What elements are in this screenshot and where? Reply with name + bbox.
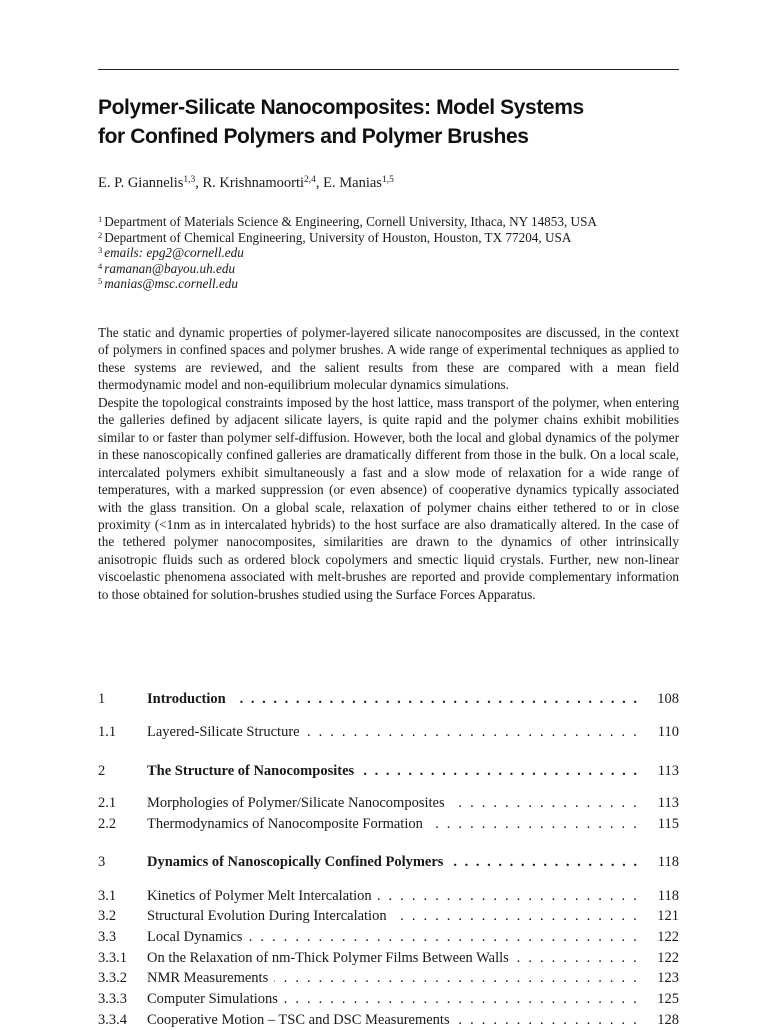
toc-section-title <box>147 761 639 781</box>
toc-section-title <box>147 927 639 947</box>
email-item <box>98 245 679 261</box>
toc-section-number: 2 <box>98 763 106 779</box>
toc-entry[interactable] <box>98 989 679 1009</box>
top-rule <box>98 69 679 70</box>
toc-title-label: NMR Measurements <box>147 970 274 986</box>
author-name: E. P. Giannelis <box>98 175 184 191</box>
toc-section-number: 3 <box>98 854 106 870</box>
paper-title <box>98 93 679 151</box>
toc-entry[interactable] <box>98 793 679 813</box>
toc-section-title <box>147 793 639 813</box>
toc-page-number: 125 <box>657 991 679 1007</box>
toc-entry[interactable] <box>98 761 679 781</box>
toc-section-number: 3.3.1 <box>98 950 127 966</box>
email-text: emails: epg2@cornell.edu <box>104 245 244 260</box>
toc-section-number: 2.2 <box>98 816 117 832</box>
toc-page-number: 121 <box>657 908 679 924</box>
toc-title-label: Structural Evolution During Intercalation <box>147 908 393 924</box>
toc-section-number: 3.1 <box>98 888 117 904</box>
toc-section-title <box>147 906 639 926</box>
author-list <box>98 175 394 192</box>
author-name: R. Krishnamoorti <box>202 175 305 191</box>
toc-section-title <box>147 852 639 872</box>
toc-page-number: 128 <box>657 1012 679 1028</box>
toc-title-label: Kinetics of Polymer Melt Intercalation <box>147 888 378 904</box>
title-line-2: for Confined Polymers and Polymer Brushes <box>98 125 529 148</box>
author-affil-mark: 1,5 <box>381 175 394 185</box>
toc-entry[interactable] <box>98 906 679 926</box>
toc-section-title <box>147 722 639 742</box>
abstract <box>98 324 679 603</box>
toc-page-number: 113 <box>657 763 679 779</box>
affiliation-mark: 3 <box>98 245 103 255</box>
toc-section-number: 1 <box>98 691 106 707</box>
toc-section-number: 3.3.2 <box>98 970 127 986</box>
toc-title-label: The Structure of Nanocomposites <box>147 763 360 779</box>
author-separator: , <box>315 175 324 191</box>
toc-section-title <box>147 814 639 834</box>
toc-title-label: Computer Simulations <box>147 991 284 1007</box>
author-affil-mark: 2,4 <box>304 175 316 185</box>
toc-title-label: Layered-Silicate Structure <box>147 724 306 740</box>
affiliation-list <box>98 214 679 292</box>
toc-section-title <box>147 948 639 968</box>
toc-section-title <box>147 886 639 906</box>
toc-entry[interactable] <box>98 852 679 872</box>
toc-section-number: 3.3.3 <box>98 991 127 1007</box>
email-item <box>98 276 679 292</box>
toc-page-number: 122 <box>657 950 679 966</box>
toc-entry[interactable] <box>98 968 679 988</box>
toc-title-label: On the Relaxation of nm-Thick Polymer Films Between Walls <box>147 950 515 966</box>
toc-section-title <box>147 1010 639 1030</box>
affiliation-item <box>98 214 679 230</box>
email-item <box>98 261 679 277</box>
toc-entry[interactable] <box>98 722 679 742</box>
affiliation-item <box>98 230 679 246</box>
email-text: manias@msc.cornell.edu <box>104 276 238 291</box>
toc-title-label: Local Dynamics <box>147 929 248 945</box>
toc-page-number: 118 <box>657 854 679 870</box>
toc-section-number: 2.1 <box>98 795 117 811</box>
toc-entry[interactable] <box>98 886 679 906</box>
toc-entry[interactable] <box>98 948 679 968</box>
toc-page-number: 123 <box>657 970 679 986</box>
toc-entry[interactable] <box>98 1010 679 1030</box>
affiliation-mark: 5 <box>98 276 103 286</box>
affiliation-mark: 1 <box>98 214 103 224</box>
toc-page-number: 113 <box>657 795 679 811</box>
toc-section-number: 1.1 <box>98 724 117 740</box>
toc-entry[interactable] <box>98 814 679 834</box>
author-separator: , <box>195 175 203 191</box>
author-name: E. Manias <box>323 175 382 191</box>
toc-title-label: Dynamics of Nanoscopically Confined Polymers <box>147 854 449 870</box>
toc-entry[interactable] <box>98 689 679 709</box>
toc-section-number: 3.2 <box>98 908 117 924</box>
toc-title-label: Introduction <box>147 691 232 707</box>
abstract-paragraph: The static and dynamic properties of polymer-layered silicate nanocomposites are discussed, in the context of polymers in confined spaces and polymer brushes. A wide range of experimental techniques as applied to these systems are reviewed, and the salient results from these are compared with a mean field thermodynamic model and non-equilibrium molecular dynamics simulations. <box>98 325 679 393</box>
affiliation-mark: 4 <box>98 260 103 271</box>
toc-section-title <box>147 989 639 1009</box>
toc-section-title <box>147 968 639 988</box>
title-line-1: Polymer-Silicate Nanocomposites: Model Systems <box>98 96 584 119</box>
toc-section-number: 3.3.4 <box>98 1012 127 1028</box>
toc-title-label: Morphologies of Polymer/Silicate Nanocomposites <box>147 795 451 811</box>
abstract-paragraph: Despite the topological constraints imposed by the host lattice, mass transport of the polymer, when entering the galleries defined by adjacent silicate layers, is quite rapid and the polymer chains exhibit mobilities similar to or faster than polymer self-diffusion. However, both the local and global dynamics of the polymer in these nanoscopically confined galleries are dramatically different from those in the bulk. On a local scale, intercalated polymers exhibit simultaneously a fast and a slow mode of relaxation for a wide range of temperatures, with a marked suppression (or even absence) of cooperative dynamics typically associated with the glass transition. On a global scale, relaxation of polymer chains either tethered to or in close proximity (<1nm as in intercalated hybrids) to the host surface are also dramatically altered. In the case of the tethered polymer nanocomposites, similarities are drawn to the dynamics of other intrinsically anisotropic fluids such as ordered block copolymers and smectic liquid crystals. Further, new non-linear viscoelastic phenomena associated with melt-brushes are reported and provide complementary information to those obtained for solution-brushes studied using the Surface Forces Apparatus. <box>98 394 679 602</box>
toc-section-title <box>147 689 639 709</box>
affiliation-text: Department of Materials Science & Engineering, Cornell University, Ithaca, NY 14853, USA <box>104 214 597 229</box>
toc-page-number: 118 <box>657 888 679 904</box>
affiliation-mark: 2 <box>98 229 103 240</box>
toc-section-number: 3.3 <box>98 929 117 945</box>
toc-page-number: 122 <box>657 929 679 945</box>
toc-title-label: Cooperative Motion – TSC and DSC Measurements <box>147 1012 456 1028</box>
email-text: ramanan@bayou.uh.edu <box>104 260 236 276</box>
author-affil-mark: 1,3 <box>183 175 196 185</box>
toc-page-number: 110 <box>657 724 679 740</box>
affiliation-text: Department of Chemical Engineering, University of Houston, Houston, TX 77204, USA <box>104 229 572 245</box>
toc-page-number: 115 <box>657 816 679 832</box>
toc-entry[interactable] <box>98 927 679 947</box>
toc-title-label: Thermodynamics of Nanocomposite Formation <box>147 816 429 832</box>
toc-page-number: 108 <box>657 691 679 707</box>
